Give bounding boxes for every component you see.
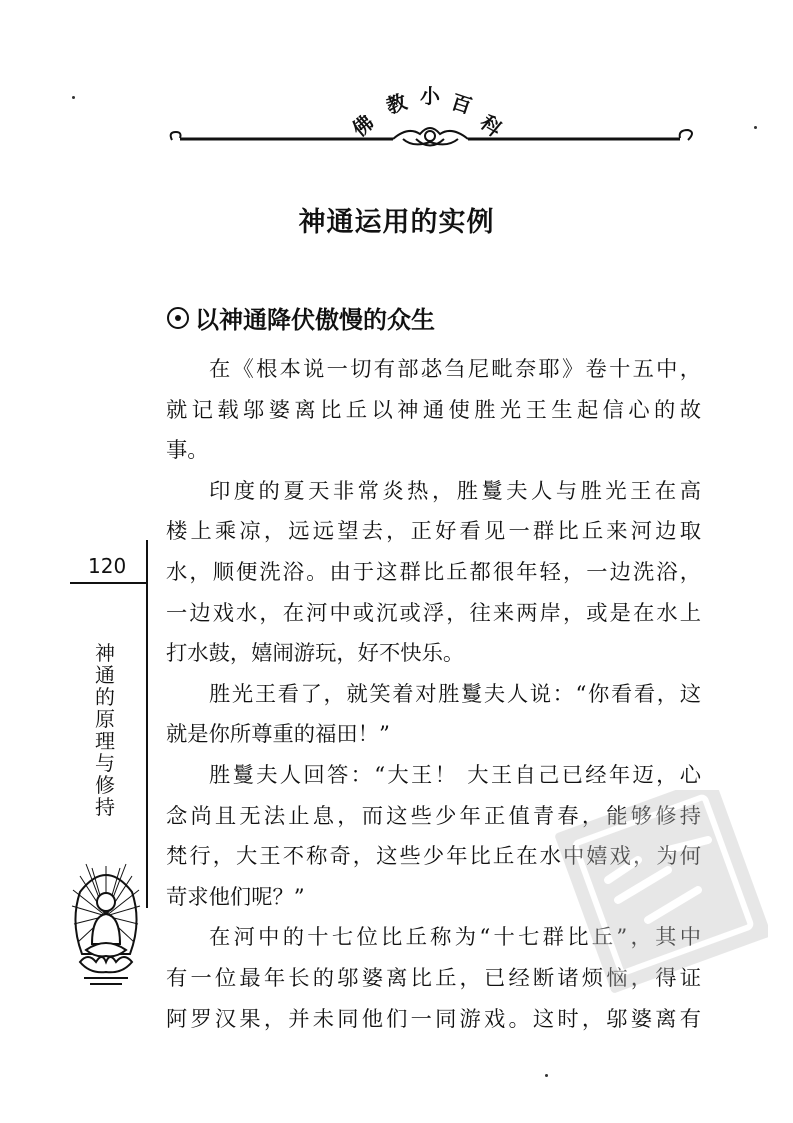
- series-char: 百: [448, 89, 475, 119]
- text-line: 一边戏水，在河中或沉或浮，往来两岸，或是在水上: [166, 600, 701, 626]
- text-line: 印度的夏天非常炎热，胜鬘夫人与胜光王在高: [209, 478, 701, 504]
- text-line: 有一位最年长的邬婆离比丘，已经断诸烦恼，得证: [166, 965, 701, 991]
- text-line: 就记载邬婆离比丘以神通使胜光王生起信心的故: [166, 397, 701, 423]
- series-char: 教: [383, 89, 410, 119]
- section-heading-text: 以神通降伏傲慢的众生: [195, 306, 435, 334]
- text-line: 胜光王看了，就笑着对胜鬘夫人说：“你看看，这: [209, 681, 701, 707]
- scan-speck: [72, 96, 75, 99]
- page-number-rule: [70, 582, 148, 584]
- vertical-book-title: 神通的原理与修持: [95, 641, 115, 819]
- series-char: 小: [420, 84, 440, 108]
- text-line: 事。: [166, 438, 209, 464]
- text-line: 打水鼓，嬉闹游玩，好不快乐。: [166, 641, 465, 667]
- text-line: 念尚且无法止息，而这些少年正值青春，能够修持: [166, 803, 701, 829]
- text-line: 梵行，大王不称奇，这些少年比丘在水中嬉戏，为何: [166, 844, 701, 870]
- text-line: 楼上乘凉，远远望去，正好看见一群比丘来河边取: [166, 519, 701, 545]
- scan-speck: [754, 126, 757, 129]
- text-line: 苛求他们呢？”: [166, 884, 305, 910]
- page-number: 120: [88, 554, 127, 578]
- text-line: 阿罗汉果，并未同他们一同游戏。这时，邬婆离有: [166, 1006, 701, 1032]
- series-char: 佛: [347, 110, 379, 142]
- scan-speck: [545, 1074, 548, 1077]
- margin-vertical-rule: [146, 540, 148, 908]
- text-line: 水，顺便洗浴。由于这群比丘都很年轻，一边洗浴，: [166, 559, 701, 585]
- page-title: 神通运用的实例: [298, 207, 495, 238]
- text-line: 就是你所尊重的福田！”: [166, 722, 390, 748]
- header-ornament-line: [168, 118, 700, 152]
- text-line: 胜鬘夫人回答：“大王！ 大王自己已经年迈，心: [209, 762, 701, 788]
- buddha-figure-icon: [70, 862, 142, 992]
- series-char: 科: [475, 110, 507, 142]
- lotus-ornament-icon: [393, 128, 468, 146]
- library-stamp-watermark: [548, 790, 768, 1020]
- text-line: 在河中的十七位比丘称为“十七群比丘”，其中: [209, 925, 701, 951]
- circled-dot-icon: [167, 307, 189, 329]
- section-heading: [167, 300, 435, 335]
- text-line: 在《根本说一切有部苾刍尼毗奈耶》卷十五中，: [209, 357, 701, 382]
